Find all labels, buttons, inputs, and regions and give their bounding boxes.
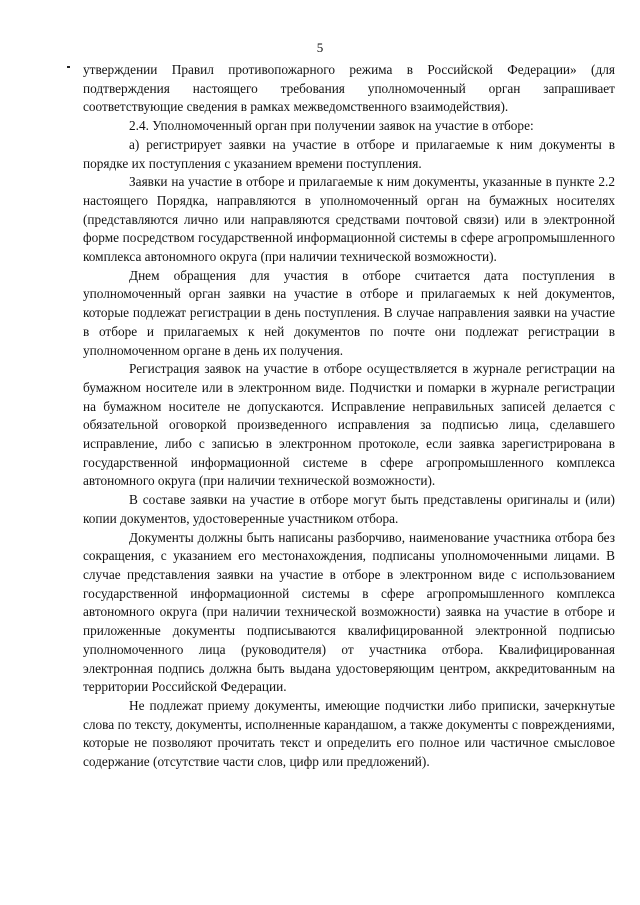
paragraph-submission-methods: Заявки на участие в отборе и прилагаемые к ним документы, указанные в пункте 2.2 настоящего Порядка, направляются в уполномоченный орган на бумажных носителях (представляются лично или направляются средствами почтовой связи) или в электронной форме посредством государственной информационной системы в сфере агропромышленного комплекса автономного округа (при наличии технической возможности). bbox=[83, 174, 615, 265]
page-number: 5 bbox=[316, 40, 324, 55]
paragraph-registration: Регистрация заявок на участие в отборе осуществляется в журнале регистрации на бумажном носителе или в электронном виде. Подчистки и помарки в журнале регистрации на бумажном носителе не допускаются. Исправление неправильных записей делается с обязательной оговоркой произведенного исправления за подписью лица, сделавшего исправление, либо с записью в электронном протоколе, если заявка зарегистрирована в государственной информационной системе в сфере агропромышленного комплекса автономного округа (при наличии технической возможности). bbox=[83, 361, 615, 489]
paragraph-item-a: а) регистрирует заявки на участие в отборе и прилагаемые к ним документы в порядке их поступления с указанием времени поступления. bbox=[83, 136, 615, 171]
paragraph-rejection-criteria: Не подлежат приему документы, имеющие подчистки либо приписки, зачеркнутые слова по тексту, документы, исполненные карандашом, а также документы с повреждениями, которые не позволяют прочитать текст и определить его полное или частичное смысловое содержание (отсутствие части слов, цифр или предложений). bbox=[83, 697, 615, 770]
paragraph-originals-copies: В составе заявки на участие в отборе могут быть представлены оригиналы и (или) копии документов, удостоверенные участником отбора. bbox=[83, 492, 615, 526]
paragraph-continuation: утверждении Правил противопожарного режима в Российской Федерации» (для подтверждения настоящего требования уполномоченный орган запрашивает соответствующие сведения в рамках межведомственного взаимодействия). bbox=[83, 62, 615, 115]
paragraph-application-date: Днем обращения для участия в отборе считается дата поступления в уполномоченный орган заявки на участие в отборе и прилагаемых к ней документов, которые подлежат регистрации в день поступления. В случае направления заявки на участие в отборе и прилагаемых к ней документов по почте они подлежат регистрации в уполномоченном органе в день их получения. bbox=[83, 267, 615, 358]
document-body bbox=[83, 61, 615, 772]
paragraph-section-2-4: 2.4. Уполномоченный орган при получении заявок на участие в отборе: bbox=[129, 118, 534, 134]
scan-mark bbox=[67, 66, 70, 68]
paragraph-document-requirements: Документы должны быть написаны разборчиво, наименование участника отбора без сокращения, с указанием его местонахождения, подписаны уполномоченными лицами. В случае представления заявки на участие в отборе в электронном виде с использованием государственной информационной системы в сфере агропромышленного комплекса автономного округа (при наличии технической возможности) заявка на участие в отборе и приложенные документы подписываются квалифицированной электронной подписью уполномоченного лица (руководителя) от участника отбора. Квалифицированная электронная подпись должна быть выдана удостоверяющим центром, аккредитованным на территории Российской Федерации. bbox=[83, 529, 615, 695]
